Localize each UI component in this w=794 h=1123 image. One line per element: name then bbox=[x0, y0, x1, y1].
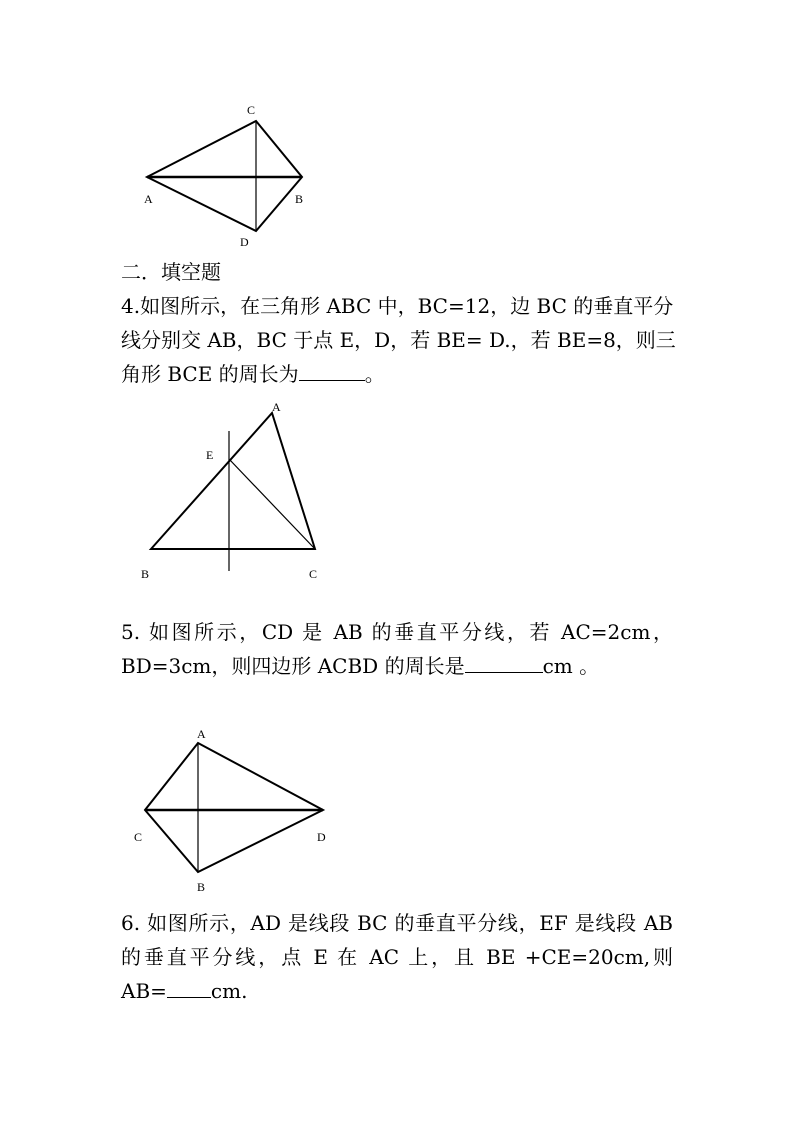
figure-2-label-a: A bbox=[272, 400, 281, 414]
figure-1-kite bbox=[0, 0, 794, 260]
figure-3-label-c: C bbox=[134, 830, 143, 844]
figure-3-outline bbox=[145, 743, 323, 872]
figure-1-label-a: A bbox=[144, 192, 153, 206]
q5-line-1: 5. 如图所示，CD 是 AB 的垂直平分线，若 AC=2cm， bbox=[121, 620, 673, 644]
figure-3-label-b: B bbox=[197, 880, 206, 894]
figure-1-label-b: B bbox=[295, 192, 304, 206]
q5-line-2-end: cm 。 bbox=[542, 654, 600, 678]
q6-line-3-text: AB= bbox=[121, 979, 167, 1003]
figure-3-label-d: D bbox=[317, 830, 326, 844]
figure-2-label-c: C bbox=[309, 567, 318, 581]
figure-2-segment-ec bbox=[229, 459, 315, 549]
q4-line-3-end: 。 bbox=[364, 362, 385, 386]
q4-answer-blank[interactable] bbox=[299, 360, 365, 381]
figure-3-kite bbox=[0, 720, 794, 900]
figure-2-triangle bbox=[0, 395, 794, 595]
q4-line-3 bbox=[121, 357, 673, 391]
q6-line-2: 的垂直平分线，点 E 在 AC 上，且 BE +CE=20cm,则 bbox=[121, 945, 673, 969]
figure-2-triangle-abc bbox=[151, 413, 315, 549]
section-title: 二．填空题 bbox=[121, 260, 221, 284]
q6-answer-blank[interactable] bbox=[167, 977, 211, 998]
figure-3-label-a: A bbox=[197, 727, 206, 741]
q6-line-3 bbox=[121, 974, 673, 1008]
figure-2-label-b: B bbox=[141, 567, 150, 581]
figure-2-label-e: E bbox=[206, 448, 214, 462]
q5-answer-blank[interactable] bbox=[465, 652, 543, 673]
q5-line-2 bbox=[121, 649, 673, 683]
q4-line-1: 4.如图所示，在三角形 ABC 中，BC=12，边 BC 的垂直平分 bbox=[121, 294, 674, 318]
q6-line-1: 6. 如图所示，AD 是线段 BC 的垂直平分线，EF 是线段 AB bbox=[121, 911, 673, 935]
q4-line-3-text: 角形 BCE 的周长为 bbox=[121, 362, 299, 386]
q5-line-2-text: BD=3cm，则四边形 ACBD 的周长是 bbox=[121, 654, 465, 678]
figure-1-label-c: C bbox=[247, 103, 256, 117]
figure-1-label-d: D bbox=[240, 235, 249, 249]
q4-line-2: 线分别交 AB，BC 于点 E，D，若 BE= D.，若 BE=8，则三 bbox=[121, 328, 676, 352]
q6-line-3-end: cm. bbox=[210, 979, 248, 1003]
